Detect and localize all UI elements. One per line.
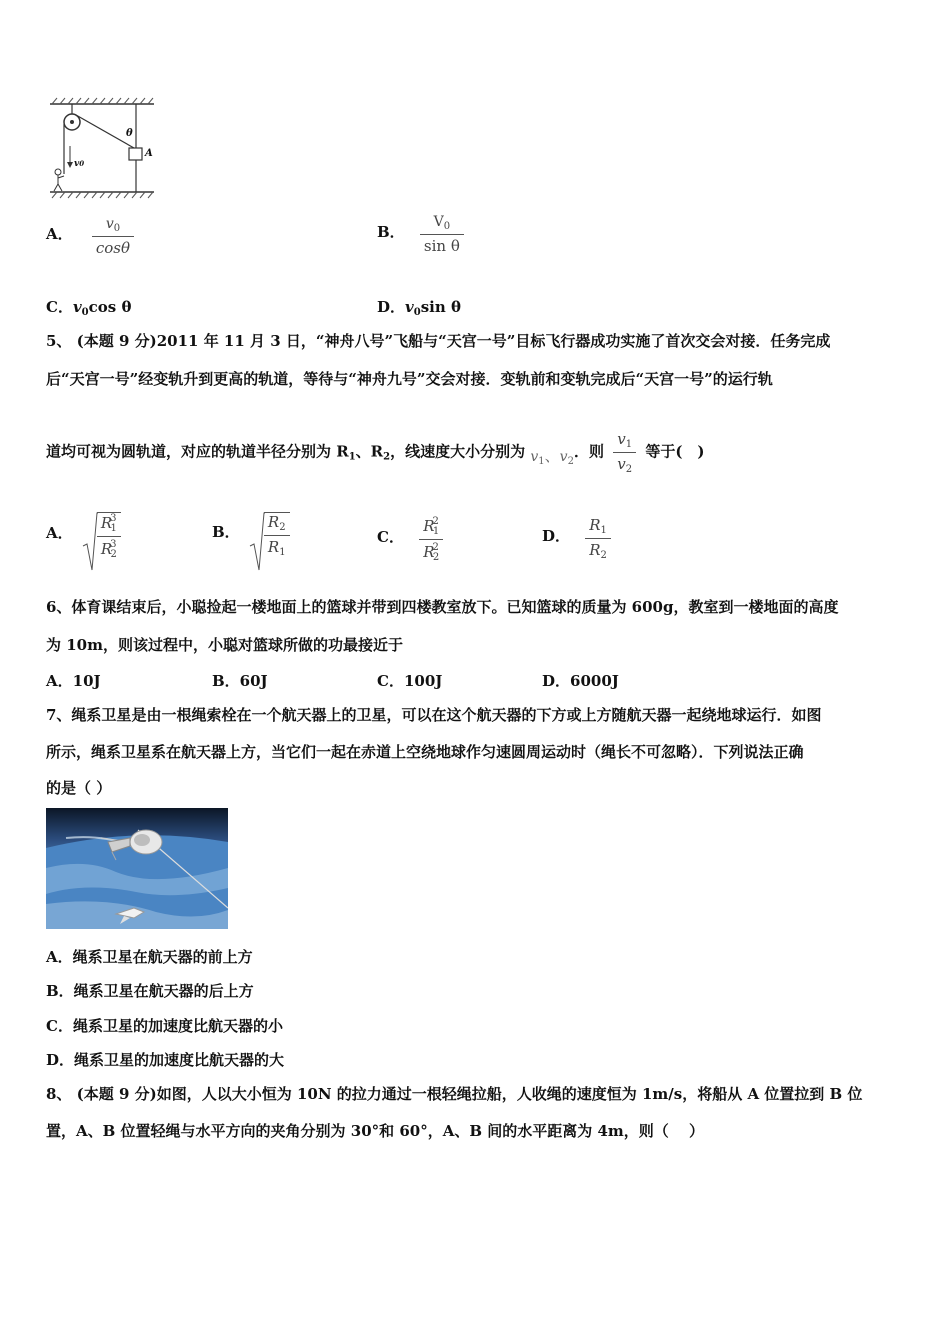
q7-option-b[interactable]: B．绳系卫星在航天器的后上方 xyxy=(46,982,254,1000)
v0-label: v0 xyxy=(74,159,85,169)
q5-v1-over-v2: $\frac{v_1}{v_2}$ xyxy=(613,430,636,475)
q4-option-b-fraction: $\frac{V_0}{\text{sin θ}}$ xyxy=(420,214,464,255)
q6-text-line-1: 6、体育课结束后，小聪捡起一楼地面上的篮球并带到四楼教室放下。已知篮球的质量为 600g，教室到一楼地面的高度 xyxy=(46,598,839,616)
q6-option-b[interactable]: B．60J xyxy=(212,672,268,690)
q4-option-b[interactable]: B． $\frac{V_0}{\text{sin θ}}$ xyxy=(377,214,464,255)
q5-option-a-radical: $\frac{R^3_1}{R^3_2}$ xyxy=(82,512,121,560)
pulley-figure xyxy=(46,96,158,200)
q5-option-c[interactable]: C． $\frac{R^2_1}{R^2_2}$ xyxy=(377,516,443,563)
theta-label: θ xyxy=(126,128,133,139)
q7-option-a[interactable]: A．绳系卫星在航天器的前上方 xyxy=(46,948,253,966)
q4-option-a[interactable]: A． $\frac{v_0}{\cos\theta}$ xyxy=(46,216,134,257)
q5-option-d-fraction: $\frac{R_1}{R_2}$ xyxy=(585,516,611,561)
q5-text-line-2: 后“天宫一号”经变轨升到更高的轨道，等待与“神舟九号”交会对接．变轨前和变轨完成后“天宫一号”的运行轨 xyxy=(46,370,773,388)
block-a-label: A xyxy=(145,148,153,159)
q8-text-line-1: 8、 (本题 9 分)如图，人以大小恒为 10N 的拉力通过一根轻绳拉船，人收绳的速度恒为 1m/s，将船从 A 位置拉到 B 位 xyxy=(46,1085,863,1103)
q7-option-d[interactable]: D．绳系卫星的加速度比航天器的大 xyxy=(46,1051,285,1069)
q5-text-line-1: 5、 (本题 9 分)2011 年 11 月 3 日，“神舟八号”飞船与“天宫一号”目标飞行器成功实施了首次交会对接．任务完成 xyxy=(46,332,831,350)
q5-option-c-fraction: $\frac{R^2_1}{R^2_2}$ xyxy=(419,516,443,563)
q6-option-a[interactable]: A．10J xyxy=(46,672,101,690)
q7-text-line-1: 7、绳系卫星是由一根绳索栓在一个航天器上的卫星，可以在这个航天器的下方或上方随航天器一起绕地球运行．如图 xyxy=(46,706,822,724)
q5-text-line-3: 道均可视为圆轨道，对应的轨道半径分别为 $R_1$、$R_2$，线速度大小分别为 $v_1$、$v_2$．则 $\frac{v_1}{v_2}$ 等于( ) xyxy=(46,430,705,475)
q4-option-c[interactable]: C．$v_0\cos$ θ xyxy=(46,298,132,318)
q5-option-a[interactable]: A． $\frac{R^3_1}{R^3_2}$ xyxy=(46,512,121,560)
q7-option-c[interactable]: C．绳系卫星的加速度比航天器的小 xyxy=(46,1017,283,1035)
q4-option-d[interactable]: D．$v_0\sin$ θ xyxy=(377,298,461,318)
q6-option-c[interactable]: C．100J xyxy=(377,672,443,690)
q6-option-d[interactable]: D．6000J xyxy=(542,672,619,690)
pulley-diagram xyxy=(46,96,158,200)
q4-option-a-fraction: $\frac{v_0}{\cos\theta}$ xyxy=(92,216,134,257)
q5-option-b-radical: $\frac{R_2}{R_1}$ xyxy=(249,512,290,558)
q7-text-line-3: 的是（ ） xyxy=(46,779,112,797)
q5-option-b[interactable]: B． $\frac{R_2}{R_1}$ xyxy=(212,512,290,558)
q5-option-d[interactable]: D． $\frac{R_1}{R_2}$ xyxy=(542,516,611,561)
q8-text-line-2: 置，A、B 位置轻绳与水平方向的夹角分别为 30°和 60°，A、B 间的水平距离为 4m，则（ ） xyxy=(46,1122,705,1140)
q6-text-line-2: 为 10m，则该过程中，小聪对篮球所做的功最接近于 xyxy=(46,636,403,654)
tethered-satellite-photo xyxy=(46,808,228,929)
q7-text-line-2: 所示，绳系卫星系在航天器上方，当它们一起在赤道上空绕地球作匀速圆周运动时（绳长不可忽略）．下列说法正确 xyxy=(46,743,804,761)
